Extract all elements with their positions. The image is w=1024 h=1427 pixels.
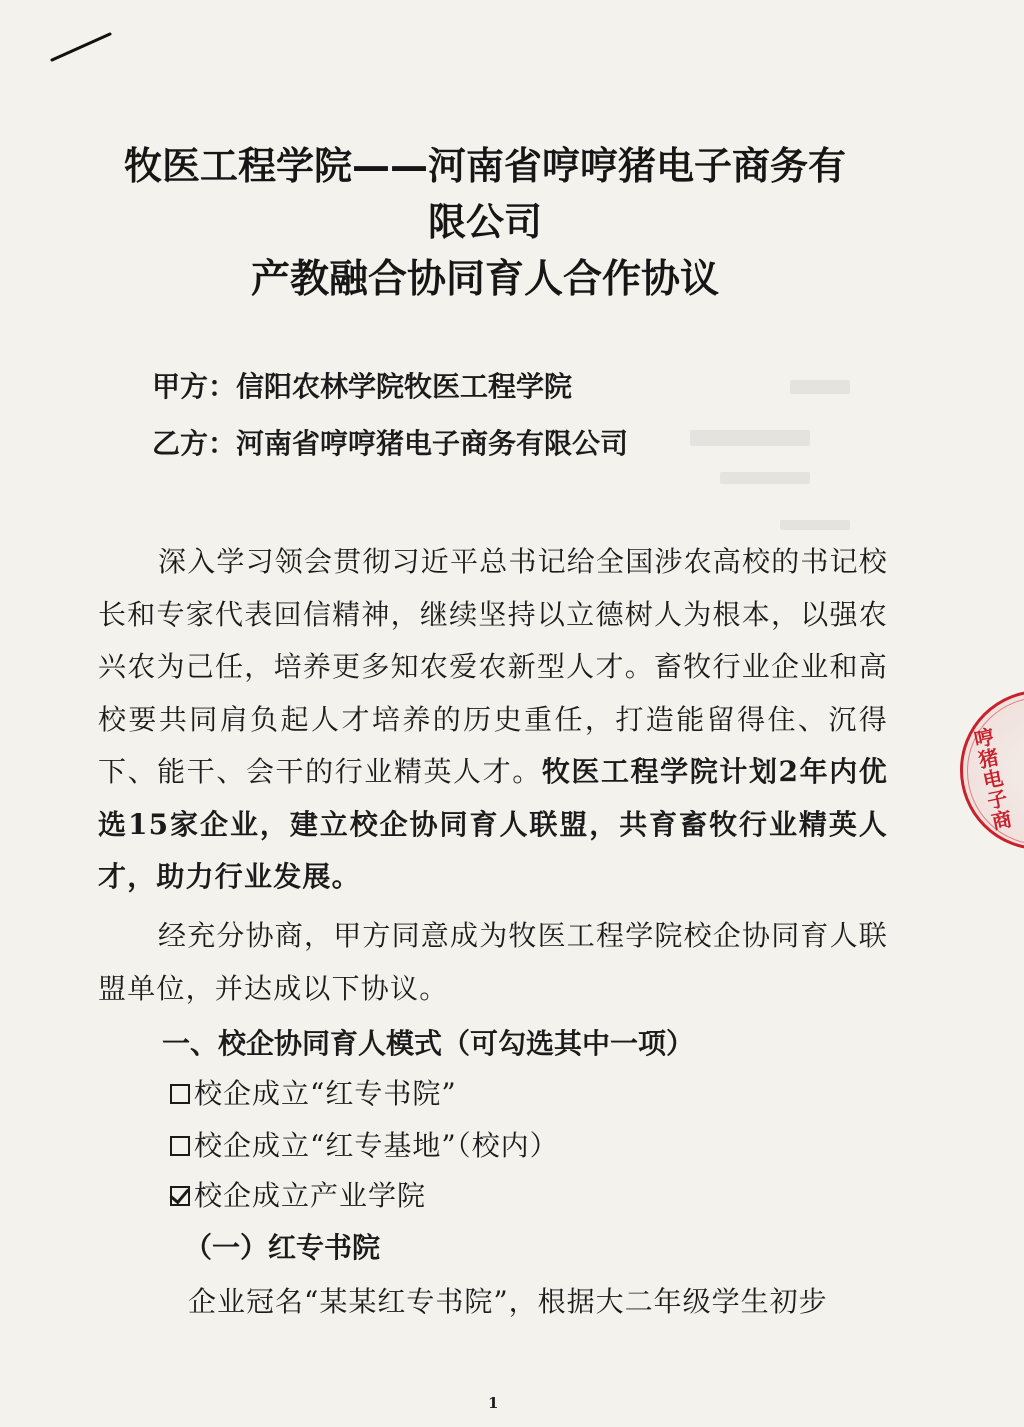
pen-stroke-mark (48, 28, 118, 68)
bleed-through-mark (780, 520, 850, 530)
subsection-1-heading: （一）红专书院 (184, 1231, 381, 1264)
document-title-line-2: 限公司 (427, 200, 542, 244)
bleed-through-mark (790, 380, 850, 394)
checkbox-checked-icon[interactable] (170, 1186, 190, 1206)
agreement-paragraph: 经充分协商，甲方同意成为牧医工程学院校企协同育人联盟单位，并达成以下协议。 (98, 919, 889, 1005)
red-academy-paragraph: 企业冠名“某某红专书院”，根据大二年级学生初步 (188, 1285, 828, 1318)
section-1-heading: 一、校企协同育人模式（可勾选其中一项） (162, 1027, 695, 1060)
intro-bold-text: 牧医工程学院计划2年内优选15家企业，建立校企协同育人联盟，共育畜牧行业精英人才，助力行业发展。 (98, 755, 888, 893)
party-a: 甲方：信阳农林学院牧医工程学院 (152, 370, 573, 403)
document-subtitle: 产教融合协同育人合作协议 (250, 257, 719, 302)
checkbox-empty-icon[interactable] (170, 1084, 190, 1104)
option-red-academy[interactable] (170, 1072, 457, 1116)
option-label: 校企成立产业学院 (194, 1179, 427, 1212)
checkbox-empty-icon[interactable] (170, 1136, 190, 1156)
option-label: 校企成立“红专书院” (194, 1077, 457, 1110)
option-red-base[interactable] (170, 1124, 559, 1168)
bleed-through-mark (720, 472, 810, 484)
intro-paragraph (98, 536, 888, 904)
bleed-through-mark (690, 430, 810, 446)
seal-text: 哼猪电子商 (971, 724, 1014, 835)
page-number: 1 (488, 1394, 499, 1412)
party-b: 乙方：河南省哼哼猪电子商务有限公司 (152, 427, 629, 460)
option-industry-college[interactable] (170, 1174, 426, 1218)
option-label: 校企成立“红专基地”（校内） (194, 1129, 559, 1162)
intro-text: 深入学习领会贯彻习近平总书记给全国涉农高校的书记校长和专家代表回信精神，继续坚持以立德树人为根本，以强农兴农为己任，培养更多知农爱农新型人才。畜牧行业企业和高校要共同肩负起人才培养的历史重任，打造能留得住、沉得下、能干、会干的行业精英人才。 (98, 545, 889, 788)
company-seal-stamp (960, 690, 1024, 850)
document-title-line-1: 牧医工程学院——河南省哼哼猪电子商务有 (123, 144, 846, 188)
